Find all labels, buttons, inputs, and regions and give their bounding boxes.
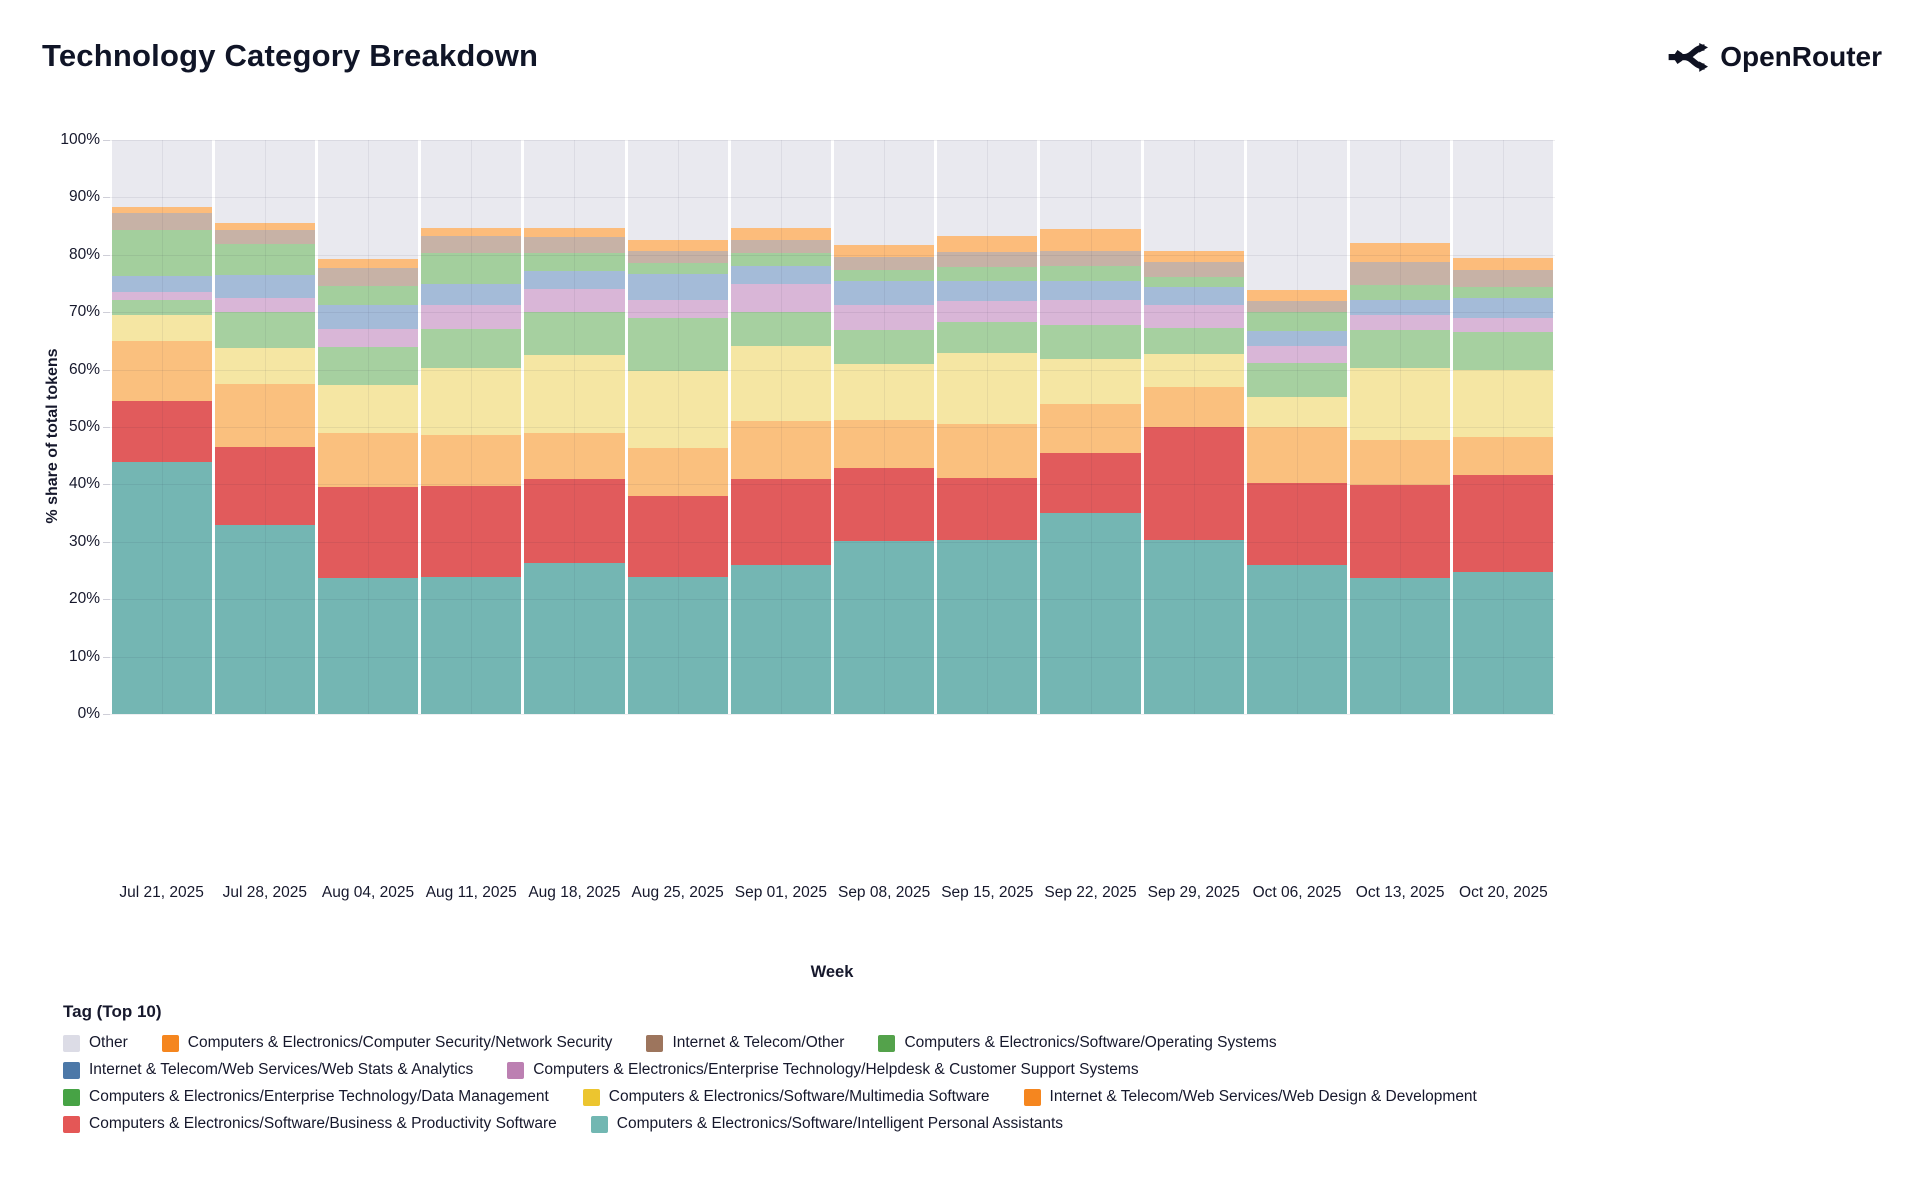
y-tick-mark bbox=[103, 197, 110, 198]
y-tick-mark bbox=[103, 542, 110, 543]
y-tick-label: 50% bbox=[68, 418, 100, 435]
x-axis-title: Week bbox=[810, 963, 854, 981]
gridline-20% bbox=[110, 599, 1555, 600]
gridline-30% bbox=[110, 542, 1555, 543]
legend-item bbox=[162, 1034, 613, 1052]
x-tick-label: Oct 06, 2025 bbox=[1252, 884, 1342, 901]
legend bbox=[63, 1002, 1873, 1142]
legend-item bbox=[63, 1061, 473, 1079]
x-gridline bbox=[471, 140, 472, 714]
legend-swatch bbox=[878, 1035, 895, 1052]
y-tick-label: 40% bbox=[68, 475, 100, 493]
gridline-70% bbox=[110, 312, 1555, 313]
y-tick-label: 80% bbox=[68, 245, 100, 263]
legend-label: Computers & Electronics/Software/Multimedia Software bbox=[608, 1088, 990, 1105]
legend-item bbox=[63, 1115, 557, 1133]
legend-swatch bbox=[63, 1062, 80, 1079]
legend-label: Other bbox=[89, 1034, 128, 1051]
page-title: Technology Category Breakdown bbox=[42, 38, 539, 73]
legend-item bbox=[646, 1034, 844, 1052]
x-tick-label: Sep 29, 2025 bbox=[1147, 884, 1240, 901]
legend-label: Computers & Electronics/Computer Security/Network Security bbox=[187, 1034, 613, 1051]
x-tick-label: Oct 13, 2025 bbox=[1355, 884, 1445, 901]
legend-row bbox=[63, 1115, 1873, 1133]
legend-swatch bbox=[63, 1035, 80, 1052]
legend-swatch bbox=[591, 1116, 608, 1133]
legend-label: Internet & Telecom/Web Services/Web Stats & Analytics bbox=[89, 1061, 474, 1078]
gridline-100% bbox=[110, 140, 1555, 141]
x-tick-label: Aug 25, 2025 bbox=[631, 884, 724, 901]
legend-item bbox=[507, 1061, 1138, 1079]
x-gridline bbox=[1297, 140, 1298, 714]
legend-swatch bbox=[63, 1089, 80, 1106]
legend-label: Computers & Electronics/Software/Business & Productivity Software bbox=[89, 1115, 557, 1132]
legend-label: Internet & Telecom/Other bbox=[672, 1034, 845, 1051]
y-tick-mark bbox=[103, 255, 110, 256]
legend-label: Internet & Telecom/Web Services/Web Design & Development bbox=[1049, 1088, 1477, 1105]
legend-title: Tag (Top 10) bbox=[63, 1002, 162, 1021]
legend-row bbox=[63, 1061, 1873, 1079]
x-tick-label: Oct 20, 2025 bbox=[1459, 884, 1548, 901]
gridline-0% bbox=[110, 714, 1555, 715]
legend-swatch bbox=[162, 1035, 179, 1052]
legend-swatch bbox=[63, 1116, 80, 1133]
y-tick-label: 20% bbox=[68, 590, 100, 608]
legend-item bbox=[63, 1088, 549, 1106]
y-tick-label: 90% bbox=[68, 188, 100, 206]
legend-swatch bbox=[1024, 1089, 1041, 1106]
y-axis-title: % share of total tokens bbox=[44, 348, 61, 524]
x-tick-label: Jul 21, 2025 bbox=[119, 884, 204, 901]
legend-swatch bbox=[507, 1062, 524, 1079]
y-tick-mark bbox=[103, 427, 110, 428]
x-gridline bbox=[781, 140, 782, 714]
y-tick-mark bbox=[103, 484, 110, 485]
y-tick-mark bbox=[103, 657, 110, 658]
x-gridline bbox=[987, 140, 988, 714]
legend-row bbox=[63, 1088, 1873, 1106]
legend-swatch bbox=[646, 1035, 663, 1052]
x-gridline bbox=[678, 140, 679, 714]
legend-item bbox=[63, 1034, 128, 1052]
x-gridline bbox=[1503, 140, 1504, 714]
legend-label: Computers & Electronics/Software/Operating Systems bbox=[904, 1034, 1277, 1051]
y-tick-label: 0% bbox=[77, 705, 100, 722]
x-gridline bbox=[1400, 140, 1401, 714]
legend-item bbox=[583, 1088, 990, 1106]
x-gridline bbox=[368, 140, 369, 714]
x-gridline bbox=[265, 140, 266, 714]
gridline-50% bbox=[110, 427, 1555, 428]
gridline-10% bbox=[110, 657, 1555, 658]
y-tick-label: 70% bbox=[68, 303, 100, 321]
y-tick-mark bbox=[103, 714, 110, 715]
gridline-40% bbox=[110, 484, 1555, 485]
y-tick-label: 100% bbox=[60, 131, 100, 148]
x-tick-label: Aug 11, 2025 bbox=[425, 884, 517, 901]
x-tick-label: Aug 04, 2025 bbox=[321, 884, 415, 901]
y-tick-mark bbox=[103, 312, 110, 313]
x-tick-label: Sep 08, 2025 bbox=[837, 884, 931, 901]
gridline-60% bbox=[110, 370, 1555, 371]
openrouter-wordmark: OpenRouter bbox=[1720, 41, 1882, 72]
x-gridline bbox=[574, 140, 575, 714]
legend-label: Computers & Electronics/Enterprise Technology/Data Management bbox=[89, 1088, 549, 1105]
x-gridline bbox=[162, 140, 163, 714]
y-tick-mark bbox=[103, 140, 110, 141]
y-tick-mark bbox=[103, 370, 110, 371]
legend-swatch bbox=[583, 1089, 600, 1106]
x-tick-label: Sep 15, 2025 bbox=[941, 884, 1034, 901]
y-tick-label: 60% bbox=[68, 360, 100, 378]
x-tick-label: Sep 22, 2025 bbox=[1044, 884, 1137, 901]
x-gridline bbox=[884, 140, 885, 714]
legend-item bbox=[591, 1115, 1063, 1133]
x-gridline bbox=[1091, 140, 1092, 714]
legend-row bbox=[63, 1034, 1873, 1052]
y-tick-mark bbox=[103, 599, 110, 600]
x-gridline bbox=[1194, 140, 1195, 714]
legend-item bbox=[1024, 1088, 1477, 1106]
x-tick-label: Jul 28, 2025 bbox=[222, 884, 308, 901]
x-tick-label: Aug 18, 2025 bbox=[528, 884, 621, 901]
legend-label: Computers & Electronics/Software/Intelligent Personal Assistants bbox=[616, 1115, 1064, 1132]
plot-area bbox=[110, 140, 1555, 714]
x-tick-label: Sep 01, 2025 bbox=[734, 884, 828, 901]
gridline-90% bbox=[110, 197, 1555, 198]
y-tick-label: 30% bbox=[68, 532, 100, 550]
y-tick-label: 10% bbox=[68, 647, 100, 665]
gridline-80% bbox=[110, 255, 1555, 256]
legend-label: Computers & Electronics/Enterprise Technology/Helpdesk & Customer Support Systems bbox=[533, 1061, 1139, 1078]
legend-item bbox=[878, 1034, 1276, 1052]
